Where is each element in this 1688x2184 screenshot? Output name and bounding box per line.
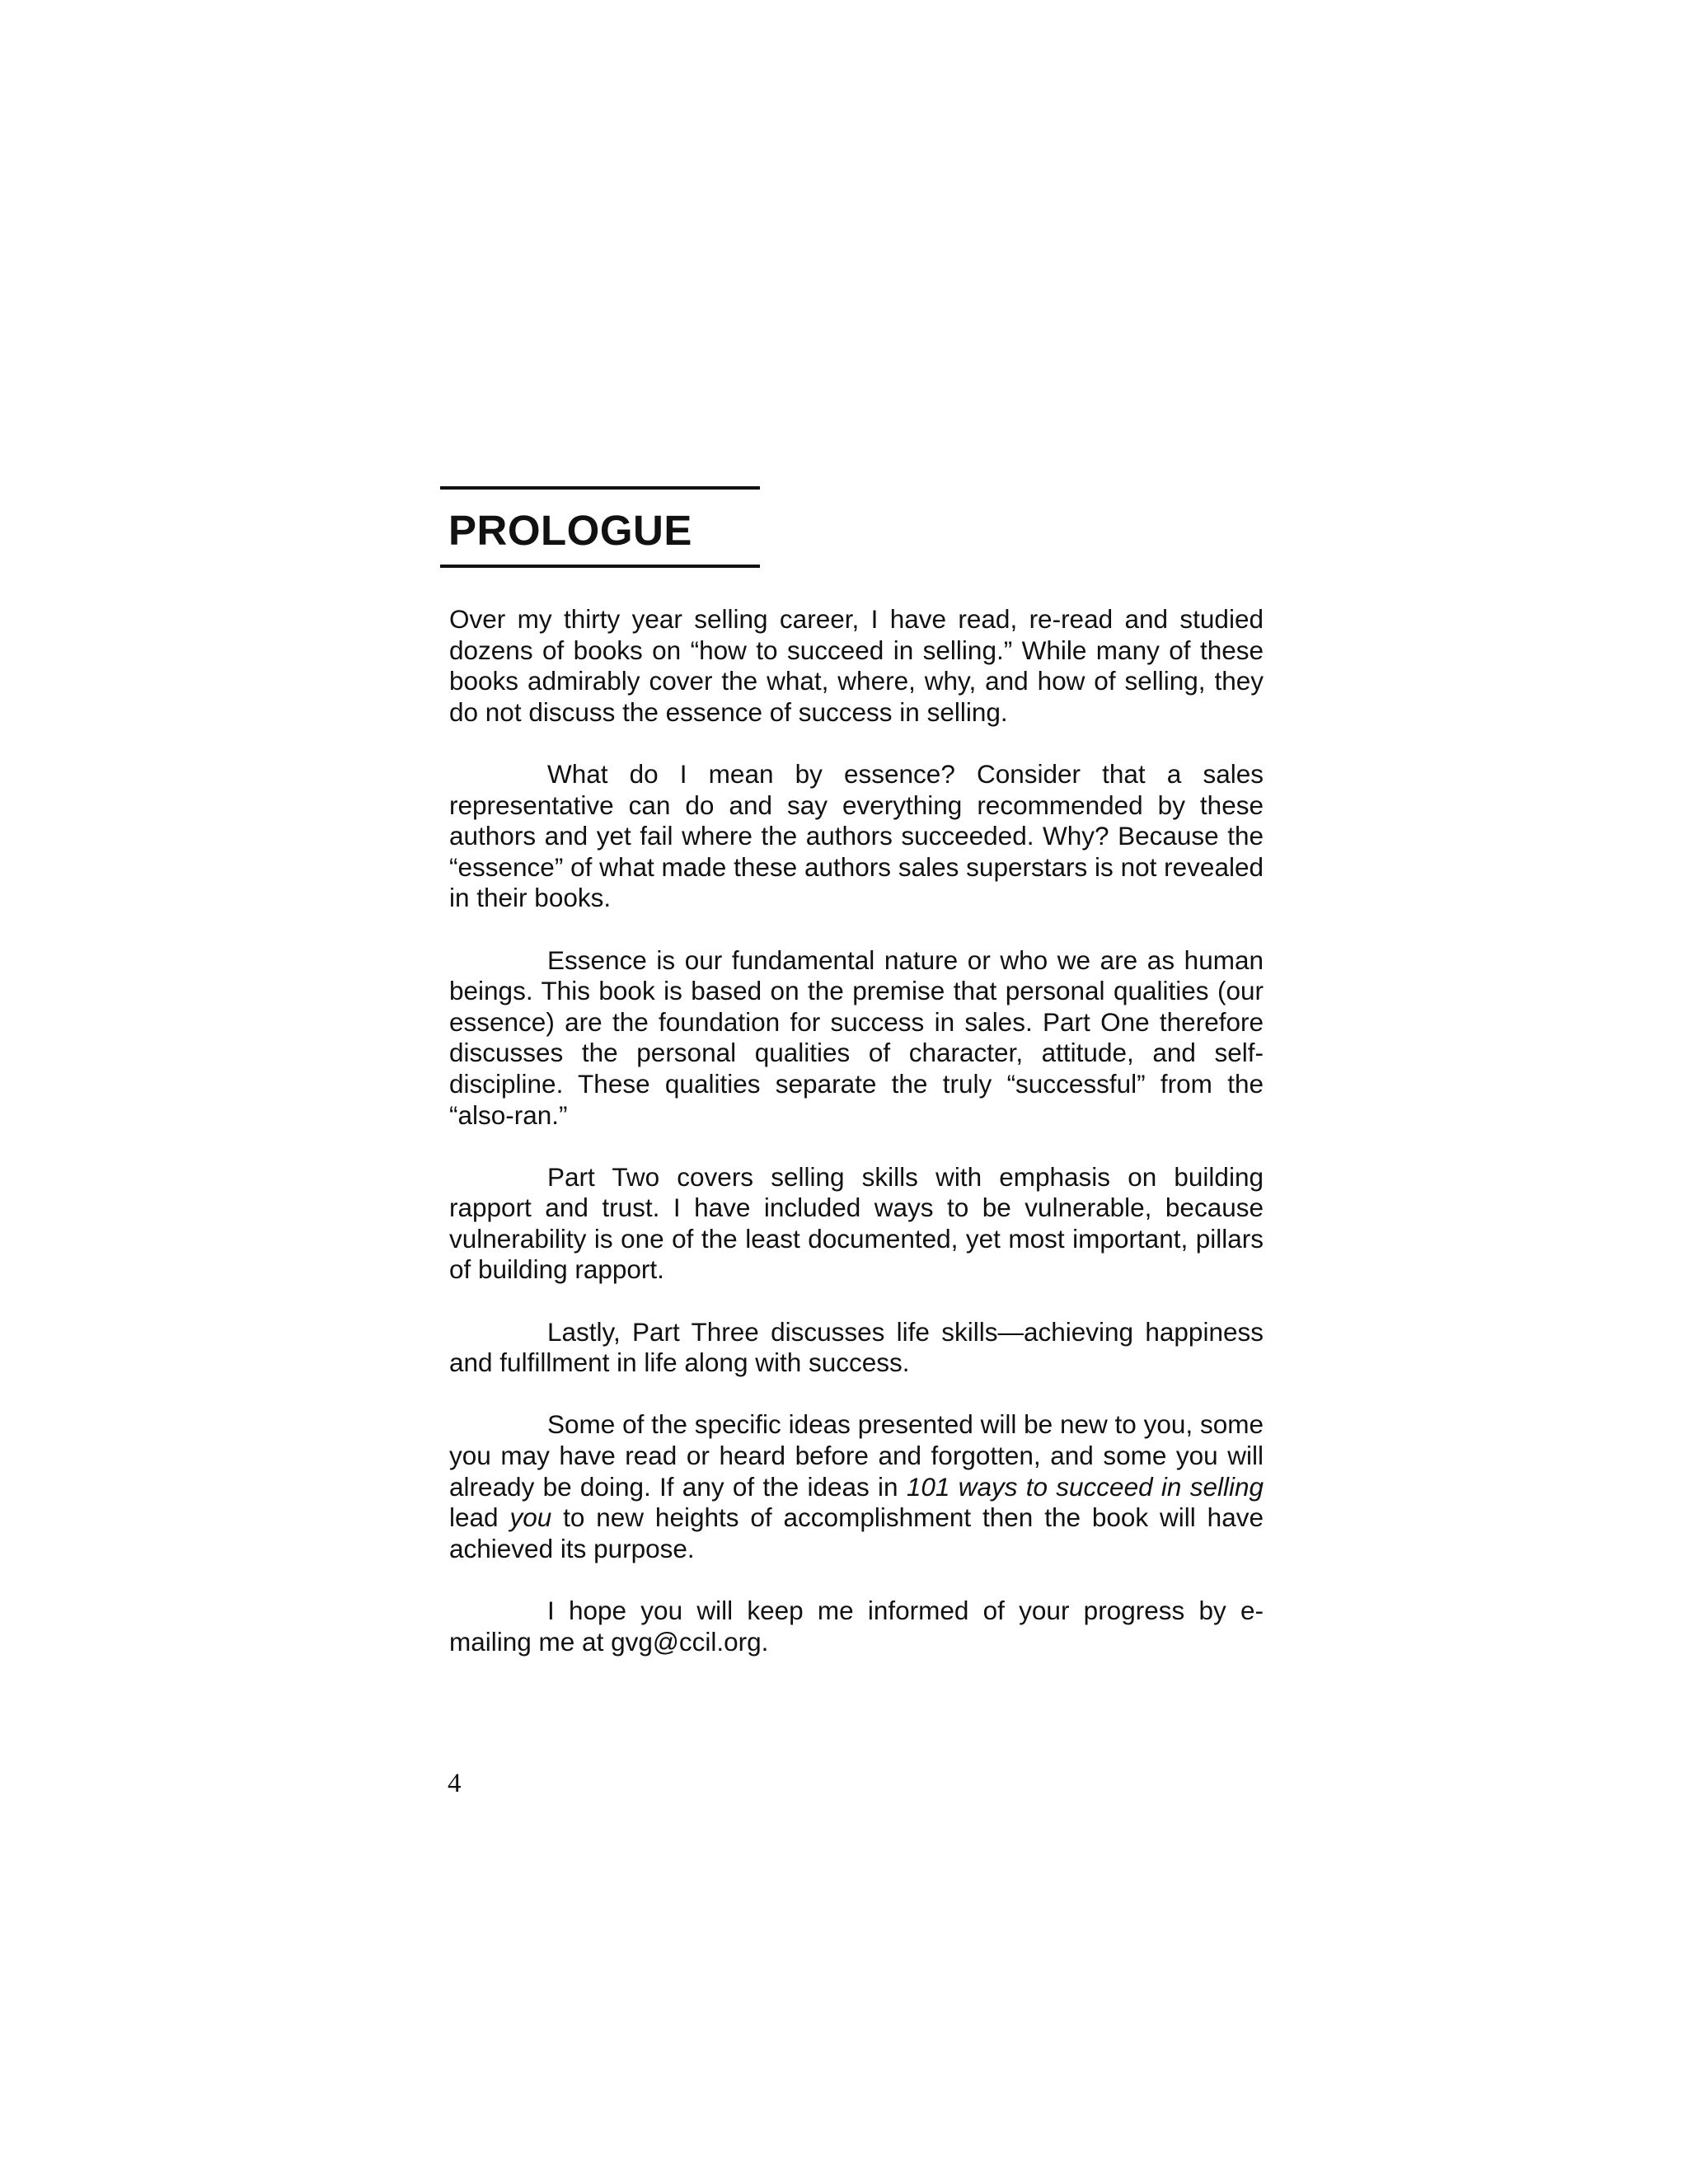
paragraph-6-text-b: lead [449, 1502, 510, 1533]
book-title-italic: 101 ways to succeed in selling [906, 1471, 1264, 1502]
paragraph-6-text-a: Some of the specific ideas presented will be new to you, some you may have read or heard before and forgotten, and some you will already be doing. If any of the ideas in [449, 1409, 1264, 1502]
paragraph-3: Essence is our fundamental nature or who we are as human beings. This book is based on the premise that personal qualities (our essence) are the foundation for success in sales. Part One therefore discusses the personal qualities of character, attitude, and self-discipline. These qualities separate the truly “successful” from the “also-ran.” [449, 944, 1264, 1130]
paragraph-1: Over my thirty year selling career, I have read, re-read and studied dozens of books on “how to succeed in selling.” While many of these books admirably cover the what, where, why, and how of selling, they do not discuss the essence of success in selling. [449, 604, 1264, 727]
heading-bottom-rule [440, 565, 760, 568]
paragraph-6-text-c: to new heights of accomplishment then the book will have achieved its purpose. [449, 1502, 1264, 1563]
page-number: 4 [448, 1769, 462, 1798]
paragraph-2: What do I mean by essence? Consider that a sales representative can do and say everything recommended by these authors and yet fail where the authors succeeded. Why? Because the “essence” of what made these authors sales superstars is not revealed in their books. [449, 758, 1264, 913]
chapter-title: PROLOGUE [448, 507, 692, 554]
prologue-body [449, 604, 1264, 1657]
paragraph-5: Lastly, Part Three discusses life skills—achieving happiness and fulfillment in life along with success. [449, 1316, 1264, 1378]
paragraph-6 [449, 1409, 1264, 1564]
paragraph-7: I hope you will keep me informed of your progress by e-mailing me at gvg@ccil.org. [449, 1596, 1264, 1657]
chapter-heading-block [440, 486, 760, 568]
you-emphasis: you [509, 1502, 552, 1533]
paragraph-4: Part Two covers selling skills with emphasis on building rapport and trust. I have included ways to be vulnerable, because vulnerability is one of the least documented, yet most important, pillars of building rapport. [449, 1161, 1264, 1285]
